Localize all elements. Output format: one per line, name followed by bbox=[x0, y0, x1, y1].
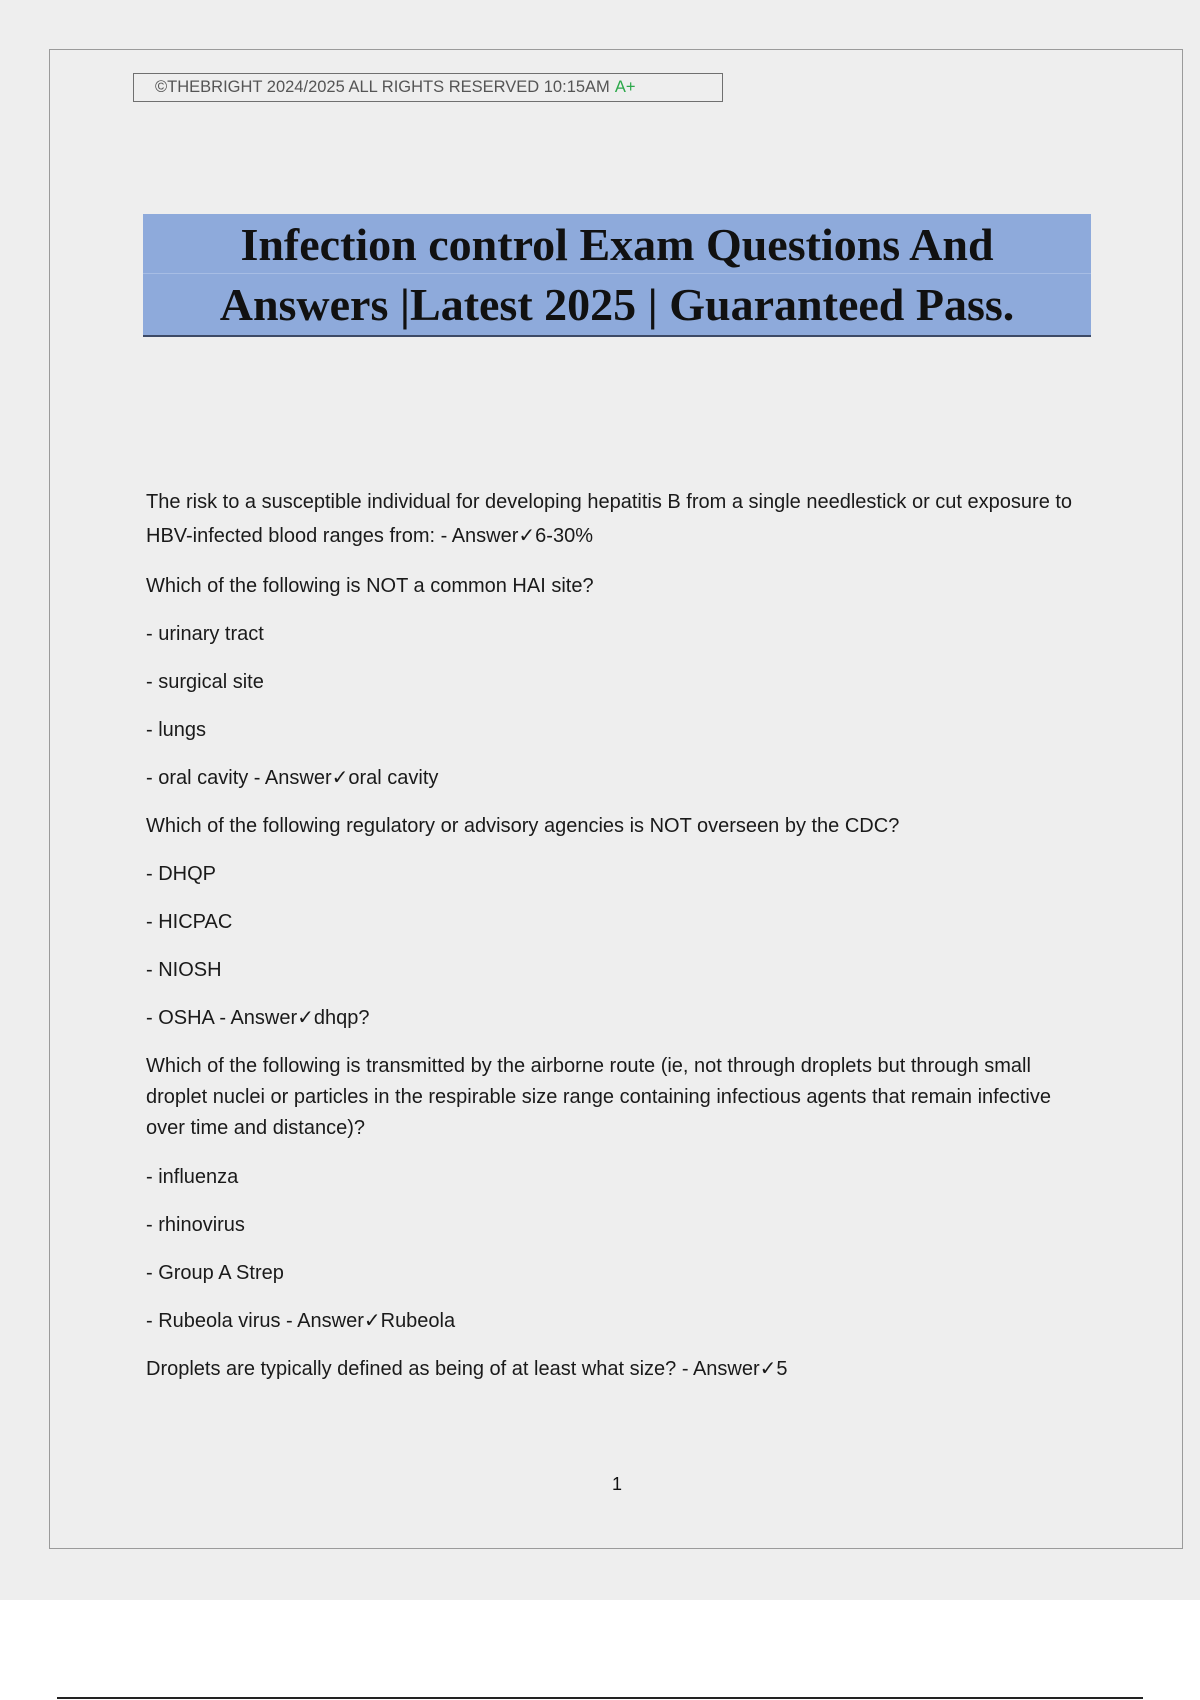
option-item: - DHQP bbox=[146, 863, 216, 885]
question-list bbox=[146, 485, 1086, 1402]
copyright-header bbox=[133, 73, 723, 102]
question-paragraph: The risk to a susceptible individual for developing hepatitis B from a single needlestick or cut exposure to HBV-infected blood ranges from: - Answer✓6-30% bbox=[146, 491, 1073, 547]
option-answer-item: - Rubeola virus - Answer✓Rubeola bbox=[146, 1310, 456, 1332]
option-item: - influenza bbox=[146, 1166, 239, 1188]
question-paragraph: Which of the following is NOT a common HAI site? bbox=[146, 575, 594, 597]
title-divider bbox=[143, 273, 1091, 274]
copyright-text: ©THEBRIGHT 2024/2025 ALL RIGHTS RESERVED 10:15AM bbox=[155, 78, 610, 96]
question-paragraph: Droplets are typically defined as being of at least what size? - Answer✓5 bbox=[146, 1358, 788, 1380]
grade-badge: A+ bbox=[614, 78, 636, 96]
option-item: - rhinovirus bbox=[146, 1214, 245, 1236]
bottom-rule bbox=[57, 1697, 1143, 1699]
option-item: - urinary tract bbox=[146, 623, 264, 645]
option-item: - Group A Strep bbox=[146, 1262, 284, 1284]
option-item: - lungs bbox=[146, 719, 207, 741]
document-title-line-1: Infection control Exam Questions And bbox=[240, 219, 994, 270]
document-title-block bbox=[143, 214, 1091, 337]
document-title-line-2: Answers |Latest 2025 | Guaranteed Pass. bbox=[219, 279, 1015, 330]
page-number: 1 bbox=[611, 1474, 622, 1494]
question-paragraph: Which of the following is transmitted by the airborne route (ie, not through droplets but through small droplet nuclei or particles in the respirable size range containing infectious agents that remain infective over time and distance)? bbox=[146, 1055, 1051, 1139]
option-answer-item: - oral cavity - Answer✓oral cavity bbox=[146, 767, 439, 789]
option-item: - HICPAC bbox=[146, 911, 233, 933]
option-item: - NIOSH bbox=[146, 959, 222, 981]
question-paragraph: Which of the following regulatory or advisory agencies is NOT overseen by the CDC? bbox=[146, 815, 900, 837]
option-answer-item: - OSHA - Answer✓dhqp? bbox=[146, 1007, 370, 1029]
option-item: - surgical site bbox=[146, 671, 264, 693]
